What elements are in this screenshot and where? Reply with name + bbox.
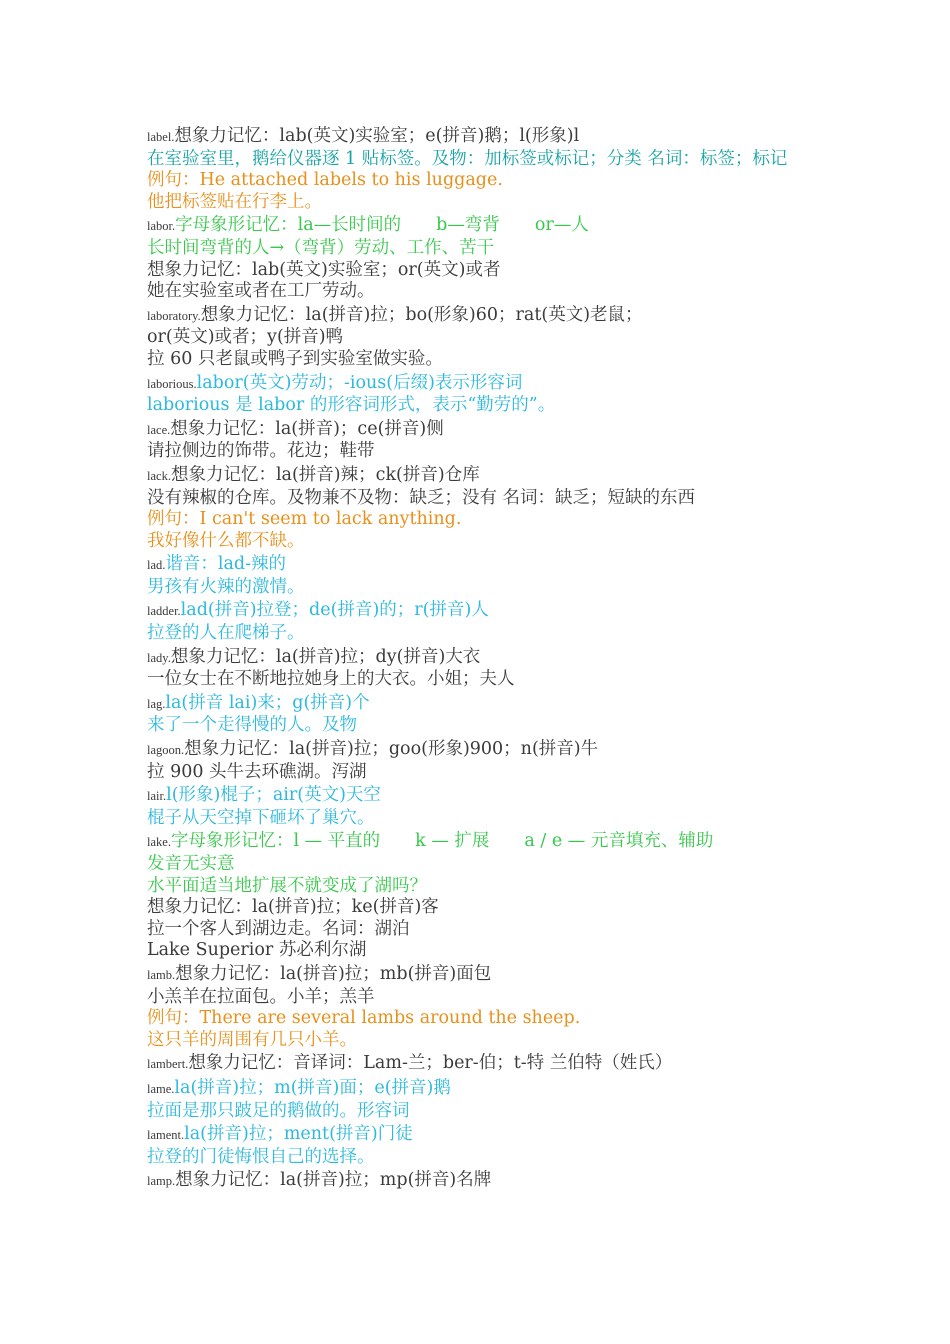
vocabulary-entry <box>147 373 807 417</box>
vocabulary-entry <box>147 1124 807 1168</box>
line-text: labor(英文)劳动；-ious(后缀)表示形容词 <box>196 372 523 393</box>
entry-line <box>147 281 807 303</box>
line-text: 请拉侧边的饰带。花边；鞋带 <box>147 441 375 462</box>
headword: lag. <box>147 696 166 711</box>
line-text: 字母象形记忆：la—长时间的 b—弯背 or—人 <box>175 215 589 236</box>
entry-line <box>147 1008 807 1030</box>
line-text: 想象力记忆：lab(英文)实验室；e(拼音)鹅；l(形象)l <box>174 126 580 146</box>
headword: lament. <box>147 1128 185 1143</box>
entry-line <box>147 876 807 898</box>
line-text: 男孩有火辣的激情。 <box>147 576 305 597</box>
entry-headline <box>147 554 807 577</box>
vocabulary-entry <box>147 126 807 213</box>
entry-headline <box>147 305 807 328</box>
line-text: 想象力记忆：la(拼音)拉；mp(拼音)名牌 <box>175 1170 492 1191</box>
line-text: laborious 是 labor 的形容词形式，表示“勤劳的”。 <box>147 395 556 416</box>
line-text: 水平面适当地扩展不就变成了湖吗？ <box>147 875 427 896</box>
vocabulary-page <box>147 126 807 1193</box>
line-text: 来了一个走得慢的人。及物 <box>147 715 357 736</box>
line-text: 她在实验室或者在工厂劳动。 <box>147 281 375 302</box>
line-text: 拉登的人在爬梯子。 <box>147 623 305 644</box>
headword: lace. <box>147 422 171 437</box>
line-text: 想象力记忆：la(拼音)辣；ck(拼音)仓库 <box>170 464 480 485</box>
vocabulary-entry <box>147 1170 807 1193</box>
line-text: 长时间弯背的人→（弯背）劳动、工作、苦干 <box>147 237 495 258</box>
line-text: 发音无实意 <box>147 854 235 874</box>
entry-line <box>147 509 807 531</box>
line-text: Lake Superior 苏必利尔湖 <box>147 940 367 961</box>
line-text: 例句：There are several lambs around the sheep. <box>147 1008 581 1029</box>
line-text: la(拼音)拉；m(拼音)面；e(拼音)鹅 <box>174 1077 451 1098</box>
headword: lamb. <box>147 967 176 982</box>
line-text: 拉一个客人到湖边走。名词：湖泊 <box>147 918 410 939</box>
entry-headline <box>147 693 807 716</box>
line-text: 拉 60 只老鼠或鸭子到实验室做实验。 <box>147 348 443 369</box>
entry-line <box>147 577 807 599</box>
headword: laborious. <box>147 376 197 391</box>
entry-line <box>147 669 807 691</box>
entry-headline <box>147 373 807 396</box>
line-text: 想象力记忆：la(拼音)拉；dy(拼音)大衣 <box>170 646 481 667</box>
vocabulary-entry <box>147 1078 807 1122</box>
entry-headline <box>147 126 807 149</box>
entry-line <box>147 531 807 553</box>
vocabulary-entry <box>147 600 807 644</box>
line-text: 例句：He attached labels to his luggage. <box>147 170 503 191</box>
line-text: la(拼音 lai)来；g(拼音)个 <box>165 692 370 713</box>
line-text: 我好像什么都不缺。 <box>147 530 305 551</box>
entry-line <box>147 260 807 282</box>
line-text: 想象力记忆：la(拼音)拉；ke(拼音)客 <box>147 897 439 918</box>
line-text: 想象力记忆：音译词：Lam-兰；ber-伯；t-特 兰伯特（姓氏） <box>188 1053 673 1074</box>
entry-line <box>147 715 807 737</box>
entry-line <box>147 488 807 510</box>
headword: lad. <box>147 558 166 573</box>
headword: lack. <box>147 468 171 483</box>
entry-line <box>147 395 807 417</box>
entry-headline <box>147 647 807 670</box>
line-text: 想象力记忆：lab(英文)实验室；or(英文)或者 <box>147 259 501 280</box>
entry-headline <box>147 1078 807 1101</box>
headword: lagoon. <box>147 743 185 758</box>
vocabulary-entry <box>147 785 807 829</box>
line-text: or(英文)或者；y(拼音)鸭 <box>147 327 344 348</box>
entry-line <box>147 1101 807 1123</box>
entry-headline <box>147 215 807 238</box>
entry-line <box>147 987 807 1009</box>
entry-headline <box>147 419 807 442</box>
line-text: 想象力记忆：la(拼音)拉；bo(形象)60；rat(英文)老鼠； <box>200 304 643 325</box>
entry-line <box>147 441 807 463</box>
line-text: 棍子从天空掉下砸坏了巢穴。 <box>147 807 375 828</box>
headword: ladder. <box>147 604 181 619</box>
entry-line <box>147 940 807 962</box>
line-text: 拉登的门徒悔恨自己的选择。 <box>147 1146 375 1167</box>
entry-line <box>147 349 807 371</box>
line-text: lad(拼音)拉登；de(拼音)的；r(拼音)人 <box>180 600 489 621</box>
entry-line <box>147 327 807 349</box>
line-text: l(形象)棍子；air(英文)天空 <box>166 785 381 806</box>
entry-line <box>147 192 807 214</box>
line-text: 在室验室里，鹅给仪器逐 1 贴标签。及物：加标签或标记；分类 名词：标签；标记 <box>147 148 788 169</box>
entry-line <box>147 149 807 171</box>
line-text: 例句：I can't seem to lack anything. <box>147 509 462 530</box>
entry-line <box>147 897 807 919</box>
line-text: 拉 900 头牛去环礁湖。泻湖 <box>147 761 367 782</box>
headword: laboratory. <box>147 308 201 323</box>
line-text: 字母象形记忆：l — 平直的 k — 扩展 a / e — 元音填充、辅助 <box>170 831 714 852</box>
line-text: 他把标签贴在行李上。 <box>147 191 322 212</box>
entry-headline <box>147 785 807 808</box>
entry-line <box>147 762 807 784</box>
vocabulary-entry <box>147 964 807 1051</box>
headword: lamp. <box>147 1174 176 1189</box>
vocabulary-entry <box>147 419 807 463</box>
entry-line <box>147 919 807 941</box>
entry-headline <box>147 739 807 762</box>
entry-line <box>147 1030 807 1052</box>
line-text: 拉面是那只跛足的鹅做的。形容词 <box>147 1100 410 1121</box>
vocabulary-entry <box>147 739 807 783</box>
line-text: 没有辣椒的仓库。及物兼不及物：缺乏；没有 名词：缺乏；短缺的东西 <box>147 487 696 508</box>
headword: lambert. <box>147 1057 189 1072</box>
vocabulary-entry <box>147 693 807 737</box>
entry-headline <box>147 1170 807 1193</box>
vocabulary-entry <box>147 647 807 691</box>
vocabulary-entry <box>147 305 807 371</box>
line-text: 这只羊的周围有几只小羊。 <box>147 1029 357 1050</box>
entry-line <box>147 854 807 876</box>
headword: labor. <box>147 219 176 234</box>
vocabulary-entry <box>147 831 807 962</box>
headword: label. <box>147 130 175 144</box>
line-text: 想象力记忆：la(拼音)拉；mb(拼音)面包 <box>175 963 492 984</box>
line-text: 小羔羊在拉面包。小羊；羔羊 <box>147 986 375 1007</box>
entry-headline <box>147 831 807 854</box>
vocabulary-entry <box>147 1053 807 1076</box>
line-text: 想象力记忆：la(拼音)拉；goo(形象)900；n(拼音)牛 <box>184 739 599 760</box>
vocabulary-entry <box>147 465 807 552</box>
line-text: la(拼音)拉；ment(拼音)门徒 <box>184 1124 413 1145</box>
headword: lady. <box>147 650 171 665</box>
headword: lair. <box>147 789 167 804</box>
entry-headline <box>147 1124 807 1147</box>
line-text: 一位女士在不断地拉她身上的大衣。小姐；夫人 <box>147 669 515 690</box>
entry-line <box>147 1147 807 1169</box>
entry-headline <box>147 964 807 987</box>
entry-headline <box>147 600 807 623</box>
entry-line <box>147 170 807 192</box>
entry-line <box>147 238 807 260</box>
entry-headline <box>147 465 807 488</box>
headword: lake. <box>147 835 171 850</box>
headword: lame. <box>147 1081 175 1096</box>
vocabulary-entry <box>147 215 807 302</box>
line-text: 想象力记忆：la(拼音)；ce(拼音)侧 <box>170 418 444 439</box>
vocabulary-entry <box>147 554 807 598</box>
line-text: 谐音：lad-辣的 <box>165 554 287 575</box>
entry-line <box>147 623 807 645</box>
entry-headline <box>147 1053 807 1076</box>
entry-line <box>147 808 807 830</box>
